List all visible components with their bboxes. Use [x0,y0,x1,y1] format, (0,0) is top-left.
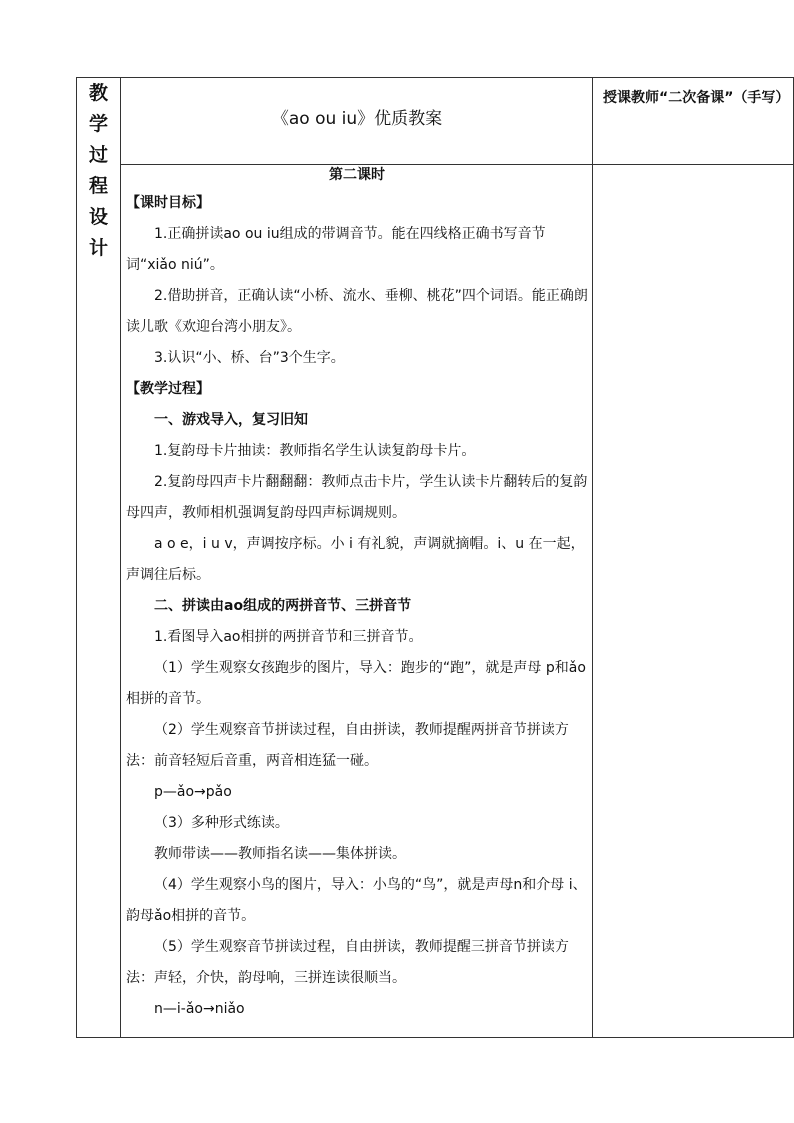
lesson-content [126,164,588,1025]
step1-item: a o e，i u v，声调按序标。小 i 有礼貌，声调就摘帽。i、u 在一起，声调往后标。 [126,536,585,583]
teacher-note-header: 授课教师“二次备课”（手写） [603,90,790,106]
side-title-char: 设 [88,206,108,228]
side-title-char: 教 [88,82,108,104]
step2-item: （2）学生观察音节拼读过程，自由拼读，教师提醒两拼音节拼读方法：前音轻短后音重，两音相连猛一碰。 [126,722,569,769]
table-border-bottom [76,1037,794,1038]
step1-title: 一、游戏导入，复习旧知 [154,412,308,428]
table-column-divider-1 [120,77,121,1038]
goals-heading: 【课时目标】 [126,195,210,211]
step2-item: （1）学生观察女孩跑步的图片，导入：跑步的“跑”，就是声母 p和ǎo相拼的音节。 [126,660,586,707]
table-border-top [76,77,794,78]
step2-item: （5）学生观察音节拼读过程，自由拼读，教师提醒三拼音节拼读方法：声轻，介快，韵母响，三拼连读很顺当。 [126,939,569,986]
step1-item: 1.复韵母卡片抽读：教师指名学生认读复韵母卡片。 [154,443,476,459]
step2-title: 二、拼读由ao组成的两拼音节、三拼音节 [154,598,412,614]
step2-item: （4）学生观察小鸟的图片，导入：小鸟的“鸟”，就是声母n和介母 i、韵母ǎo相拼的音节。 [126,877,587,924]
side-title-char: 过 [88,144,108,166]
step1-item: 2.复韵母四声卡片翻翻翻：教师点击卡片，学生认读卡片翻转后的复韵母四声，教师相机强调复韵母四声标调规则。 [126,474,588,521]
document-title: 《ao ou iu》优质教案 [271,109,443,129]
step2-item: p—ǎo→pǎo [154,784,232,800]
goal-item: 1.正确拼读ao ou iu组成的带调音节。能在四线格正确书写音节词“xiǎo niú”。 [126,226,546,273]
goal-item: 2.借助拼音，正确认读“小桥、流水、垂柳、桃花”四个词语。能正确朗读儿歌《欢迎台湾小朋友》。 [126,288,588,335]
side-title-char: 计 [88,237,108,259]
step2-item: 教师带读——教师指名读——集体拼读。 [154,846,406,862]
goal-item: 3.认识“小、桥、台”3个生字。 [154,350,345,366]
table-column-divider-2 [592,77,593,1038]
side-title-char: 学 [88,113,108,135]
step2-item: （3）多种形式练读。 [154,815,289,831]
process-heading: 【教学过程】 [126,381,210,397]
step2-item: 1.看图导入ao相拼的两拼音节和三拼音节。 [154,629,423,645]
step2-item: n—i-ǎo→niǎo [154,1001,245,1017]
side-title-char: 程 [88,175,108,197]
side-title [77,78,120,264]
lesson-title: 第二课时 [329,167,385,183]
